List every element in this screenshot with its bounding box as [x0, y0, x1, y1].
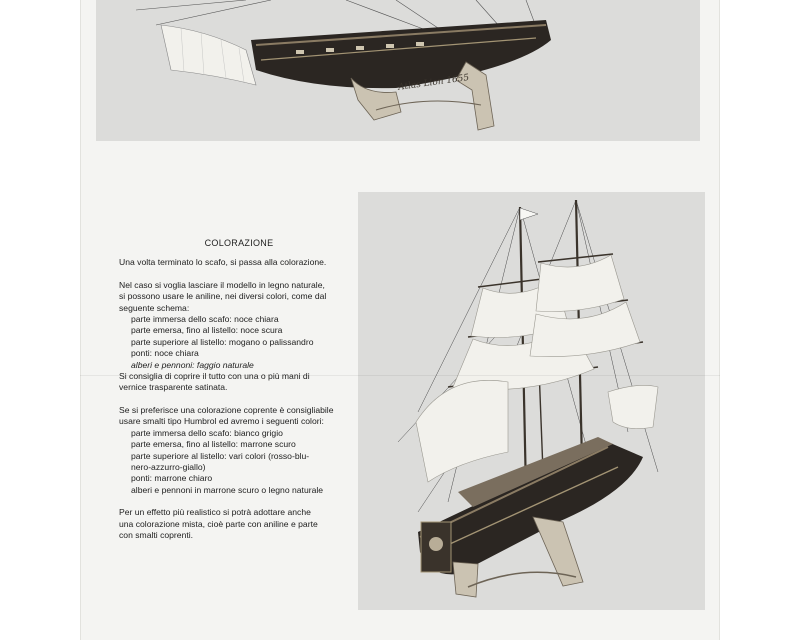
natural-scheme-item: alberi e pennoni: faggio naturale [131, 359, 254, 370]
stand-caption: Atlas Lion 1655 [397, 72, 470, 93]
enamel-intro-line: usare smalti tipo Humbrol ed avremo i seguenti colori: [119, 416, 324, 427]
natural-scheme-item: parte superiore al listello: mogano o palissandro [131, 336, 314, 347]
enamel-scheme-item: nero-azzurro-giallo) [131, 461, 206, 472]
enamel-scheme-item: ponti: marrone chiaro [131, 473, 213, 484]
natural-intro-line: si possono usare le aniline, nei diversi colori, come dal [119, 291, 327, 302]
natural-scheme-item: ponti: noce chiara [131, 348, 199, 359]
enamel-scheme-item: alberi e pennoni in marrone scuro o legno naturale [131, 484, 324, 495]
ship-photo-top [96, 0, 700, 141]
enamel-scheme-item: parte immersa dello scafo: bianco grigio [131, 427, 283, 438]
varnish-note-line: vernice trasparente satinata. [119, 382, 228, 393]
coloring-instructions [119, 238, 349, 541]
varnish-note-line: Si consiglia di coprire il tutto con una o più mani di [119, 371, 310, 382]
closing-line: una colorazione mista, cioè parte con aniline e parte [119, 518, 318, 529]
natural-intro-line: Nel caso si voglia lasciare il modello in legno naturale, [119, 279, 325, 290]
closing-line: Per un effetto più realistico si potrà adottare anche [119, 507, 311, 518]
enamel-scheme-item: parte emersa, fino al listello: marrone scuro [131, 439, 296, 450]
enamel-scheme-item: parte superiore al listello: vari colori (rosso-blu- [131, 450, 310, 461]
intro-line: Una volta terminato lo scafo, si passa alla colorazione. [119, 257, 327, 268]
ship-photo-bottom [358, 192, 705, 610]
section-heading: COLORAZIONE [204, 238, 274, 248]
enamel-intro-line: Se si preferisce una colorazione coprente è consigliabile [119, 404, 334, 415]
natural-intro-line: seguente schema: [119, 302, 190, 313]
natural-scheme-item: parte immersa dello scafo: noce chiara [131, 314, 279, 325]
closing-line: con smalti coprenti. [119, 529, 194, 540]
natural-scheme-item: parte emersa, fino al listello: noce scura [131, 325, 283, 336]
